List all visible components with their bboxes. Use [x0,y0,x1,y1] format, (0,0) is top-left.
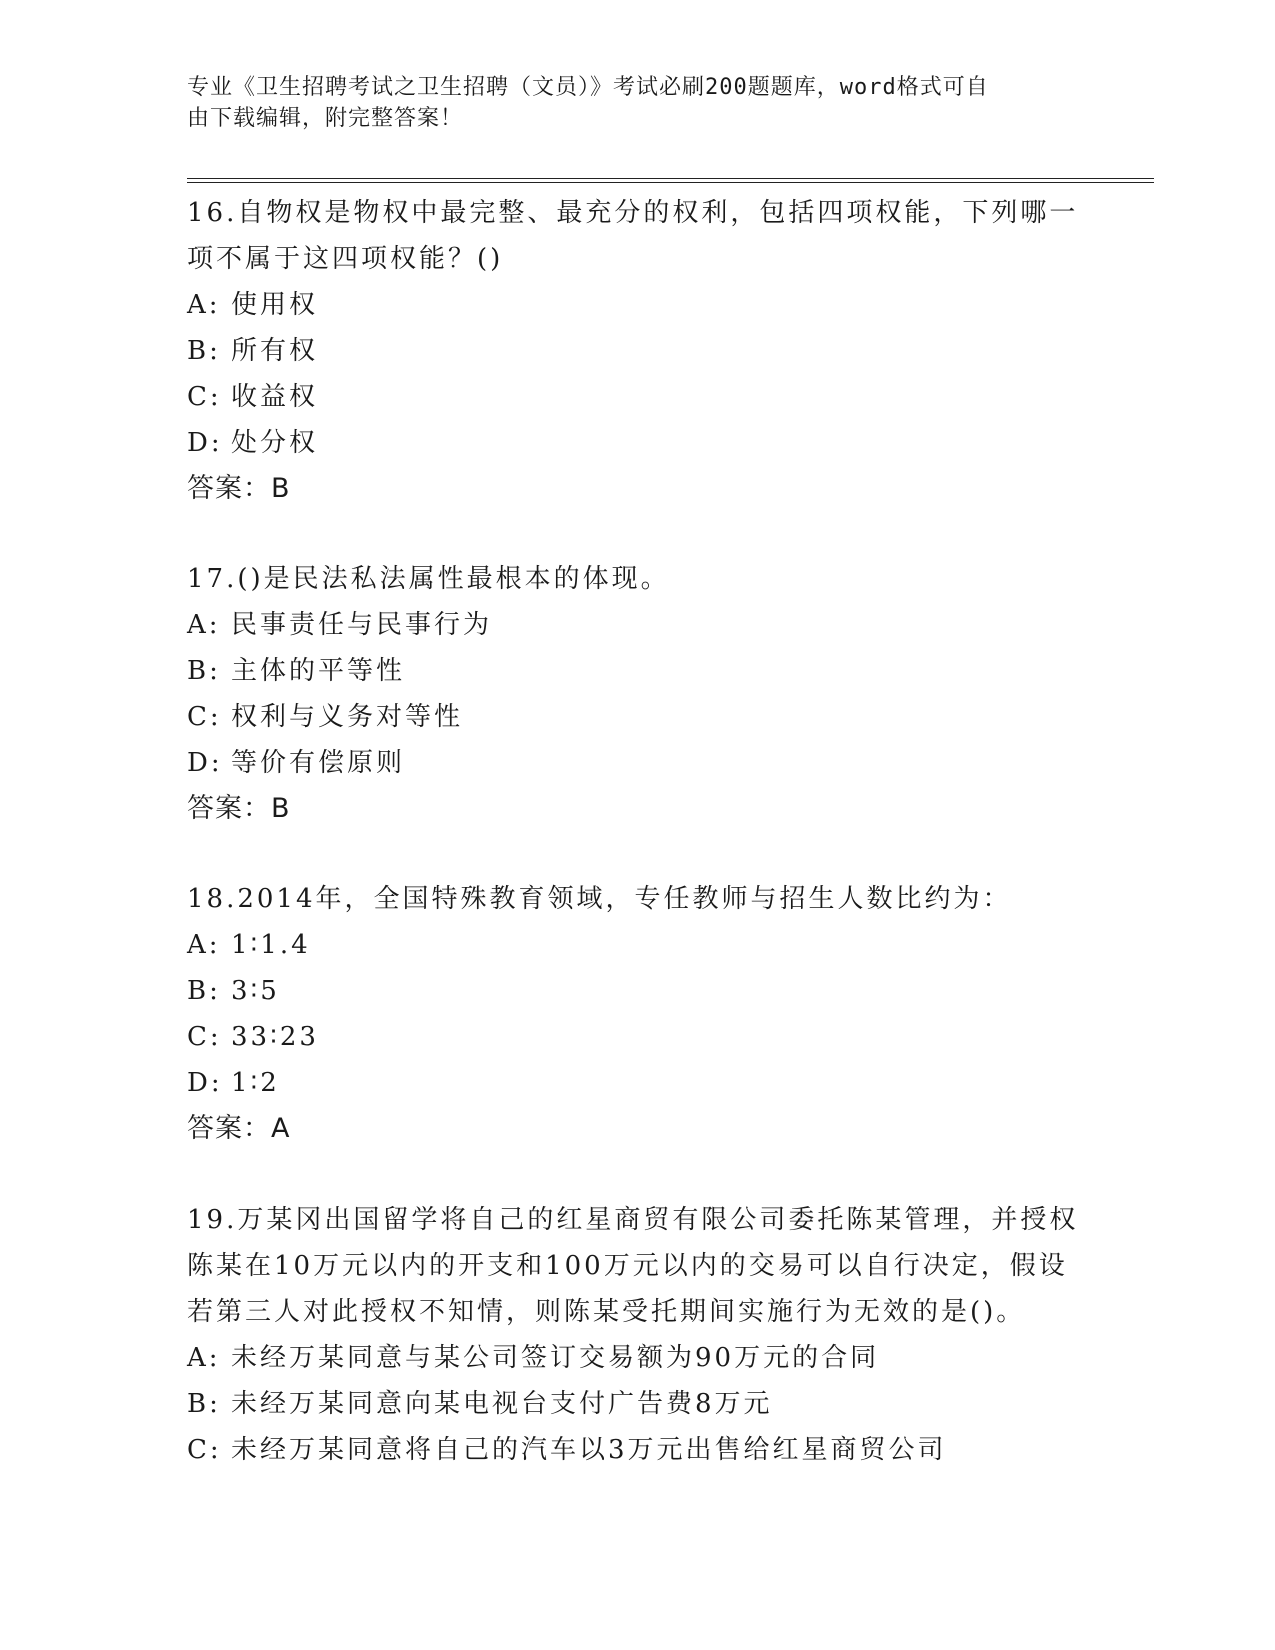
option-text: 收益权 [231,382,319,412]
option-text: 等价有偿原则 [231,748,406,778]
question-stem: 17.()是民法私法属性最根本的体现。 [187,564,670,594]
header-divider-bottom [187,182,1154,183]
option-letter: D: [187,1068,223,1098]
option-d [187,420,1087,466]
option-text: 33∶23 [231,1022,319,1052]
question-17 [187,556,1087,832]
option-d [187,740,1087,786]
option-c [187,374,1087,420]
question-stem: 19.万某冈出国留学将自己的红星商贸有限公司委托陈某管理，并授权陈某在10万元以内的开支和100万元以内的交易可以自行决定，假设若第三人对此授权不知情，则陈某受托期间实施行为无效的是()。 [187,1205,1079,1327]
option-a [187,922,1087,968]
answer-line: 答案：B [187,793,291,824]
option-letter: B: [187,336,221,366]
option-b [187,328,1087,374]
question-stem: 16.自物权是物权中最完整、最充分的权利，包括四项权能，下列哪一项不属于这四项权能？() [187,198,1079,274]
option-text: 未经万某同意向某电视台支付广告费8万元 [231,1389,773,1419]
option-letter: A: [187,1343,221,1373]
question-19 [187,1197,1087,1473]
option-a [187,1335,1087,1381]
option-a [187,282,1087,328]
option-text: 1∶2 [231,1068,280,1098]
option-text: 民事责任与民事行为 [231,610,493,640]
option-letter: C: [187,702,222,732]
question-stem: 18.2014年，全国特殊教育领域，专任教师与招生人数比约为： [187,884,1012,914]
option-letter: D: [187,748,223,778]
option-letter: A: [187,610,221,640]
option-text: 权利与义务对等性 [231,702,464,732]
option-letter: C: [187,382,222,412]
answer-line: 答案：B [187,473,291,504]
option-text: 未经万某同意与某公司签订交易额为90万元的合同 [231,1343,880,1373]
question-16 [187,190,1087,512]
option-d [187,1060,1087,1106]
option-text: 未经万某同意将自己的汽车以3万元出售给红星商贸公司 [231,1435,947,1465]
option-letter: B: [187,1389,221,1419]
option-c [187,1014,1087,1060]
option-letter: C: [187,1022,222,1052]
question-18 [187,876,1087,1152]
option-b [187,968,1087,1014]
header-line-2: 由下载编辑，附完整答案！ [187,106,464,131]
option-letter: A: [187,290,221,320]
answer-line: 答案：A [187,1113,291,1144]
header-line-1: 专业《卫生招聘考试之卫生招聘（文员）》考试必刷200题题库，word格式可自 [187,75,989,100]
option-letter: D: [187,428,223,458]
option-letter: B: [187,656,221,686]
document-header [187,72,1067,134]
option-letter: B: [187,976,221,1006]
option-text: 所有权 [231,336,319,366]
header-divider-top [187,178,1154,179]
option-text: 处分权 [231,428,319,458]
option-text: 使用权 [231,290,319,320]
option-b [187,648,1087,694]
option-text: 3∶5 [231,976,280,1006]
option-a [187,602,1087,648]
option-c [187,694,1087,740]
option-text: 1∶1.4 [231,930,311,960]
option-letter: A: [187,930,221,960]
option-letter: C: [187,1435,222,1465]
option-text: 主体的平等性 [231,656,406,686]
option-b [187,1381,1087,1427]
option-c [187,1427,1087,1473]
